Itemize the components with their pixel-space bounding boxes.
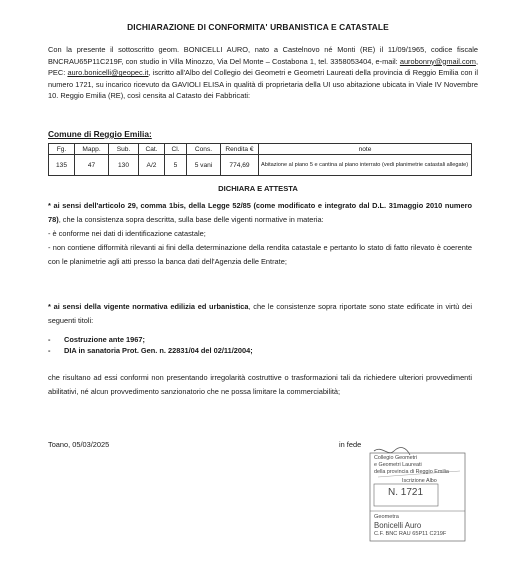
stamp-albo-label: Iscrizione Albo <box>402 478 437 484</box>
document-title: DICHIARAZIONE DI CONFORMITA' URBANISTICA E CATASTALE <box>127 22 389 32</box>
header-fg: Fg. <box>49 144 75 155</box>
table-header-row <box>49 144 472 155</box>
section-1-item-1: - è conforme nei dati di identificazione catastale; <box>48 229 206 238</box>
stamp-line-2: e Geometri Laureati <box>374 462 422 468</box>
place-date: Toano, 05/03/2025 <box>48 440 110 449</box>
table-row <box>49 155 472 176</box>
cell-note: Abitazione al piano 5 e cantina al piano interrato (vedi planimetrie catastali allegate) <box>259 155 472 176</box>
header-mapp: Mapp. <box>75 144 109 155</box>
section-article-29 <box>48 199 472 269</box>
professional-stamp <box>348 447 468 547</box>
cell-mapp: 47 <box>75 155 109 176</box>
dichiara-heading: DICHIARA E ATTESTA <box>218 184 298 193</box>
section-1-item-2: - non contiene difformità rilevanti ai fini della determinazione della rendita catastale e pertanto lo stato di fatto rilevato è coerente con le planimetrie agli atti presso la banca dati dell'Agenzia delle Entrate; <box>48 243 472 266</box>
list-item: - DIA in sanatoria Prot. Gen. n. 22831/04 del 02/11/2004; <box>48 345 253 356</box>
section-conclusion: che risultano ad essi conformi non presentando irregolarità costruttive o trasformazioni tali da richiedere ulteriori provvedimenti abilitativi, né alcun provvedimento sanzionatorio che ne possa limitare la commerciabilità; <box>48 373 472 396</box>
section-1-intro <box>48 199 472 227</box>
stamp-line-3: della provincia di Reggio Emilia <box>374 469 449 475</box>
cell-fg: 135 <box>49 155 75 176</box>
cell-cons: 5 vani <box>187 155 221 176</box>
stamp-role: Geometra <box>374 514 399 520</box>
in-fede-label: in fede <box>339 440 362 449</box>
header-note: note <box>259 144 472 155</box>
header-rendita: Rendita € <box>221 144 259 155</box>
cell-cat: A/2 <box>139 155 165 176</box>
intro-text-1: Con la presente il sottoscritto geom. BONICELLI AURO, nato a Castelnovo né Monti (RE) il 11/09/1965, codice fiscale BNCRAU65P11C219F, con studio in Villa Minozzo, Via Del Monte – Costabona 1, tel. 3358053404, e-mail: <box>48 45 478 66</box>
cadastral-table <box>48 143 472 176</box>
section-2-text: , che le consistenze sopra riportate sono state edificate in virtù dei seguenti titoli: <box>48 302 472 325</box>
stamp-albo-number: N. 1721 <box>388 487 424 498</box>
cell-sub: 130 <box>109 155 139 176</box>
intro-text-2: , PEC: <box>48 56 478 78</box>
section-1-text: , che la consistenza sopra descritta, sulla base delle vigenti normative in materia: <box>58 215 324 224</box>
stamp-name: Bonicelli Auro <box>374 521 422 530</box>
pec-link[interactable]: auro.bonicelli@geopec.it <box>67 68 149 78</box>
header-cat: Cat. <box>139 144 165 155</box>
stamp-cf: C.F. BNC RAU 65P11 C219F <box>374 531 447 537</box>
intro-paragraph <box>48 44 478 102</box>
intro-text-3: , iscritto all'Albo del Collegio dei Geometri e Geometri Laureati della provincia di Reggio Emilia con il numero 1721, su incarico ricevuto da GAVIOLI ELISA in qualità di proprietaria della UI uso abitazione ubicata in Viale IV Novembre 10. Reggio Emilia (RE), così censita al Catasto dei Fabbricati: <box>48 68 479 101</box>
stamp-line-1: Collegio Geometri <box>374 455 418 461</box>
section-1-bold: * ai sensi dell'articolo 29, comma 1bis, della Legge 52/85 (come modificato e integrato dal D.L. 31maggio 2010 numero 78) <box>48 201 472 224</box>
comune-heading: Comune di Reggio Emilia: <box>48 129 152 139</box>
header-cl: Cl. <box>165 144 187 155</box>
titoli-list <box>48 334 253 356</box>
cell-rendita: 774,69 <box>221 155 259 176</box>
section-urbanistica <box>48 300 472 328</box>
email-link[interactable]: aurobonny@gmail.com <box>399 56 476 66</box>
section-2-bold: * ai sensi della vigente normativa edilizia ed urbanistica <box>48 302 249 311</box>
header-sub: Sub. <box>109 144 139 155</box>
cell-cl: 5 <box>165 155 187 176</box>
list-item: - Costruzione ante 1967; <box>48 334 253 345</box>
header-cons: Cons. <box>187 144 221 155</box>
